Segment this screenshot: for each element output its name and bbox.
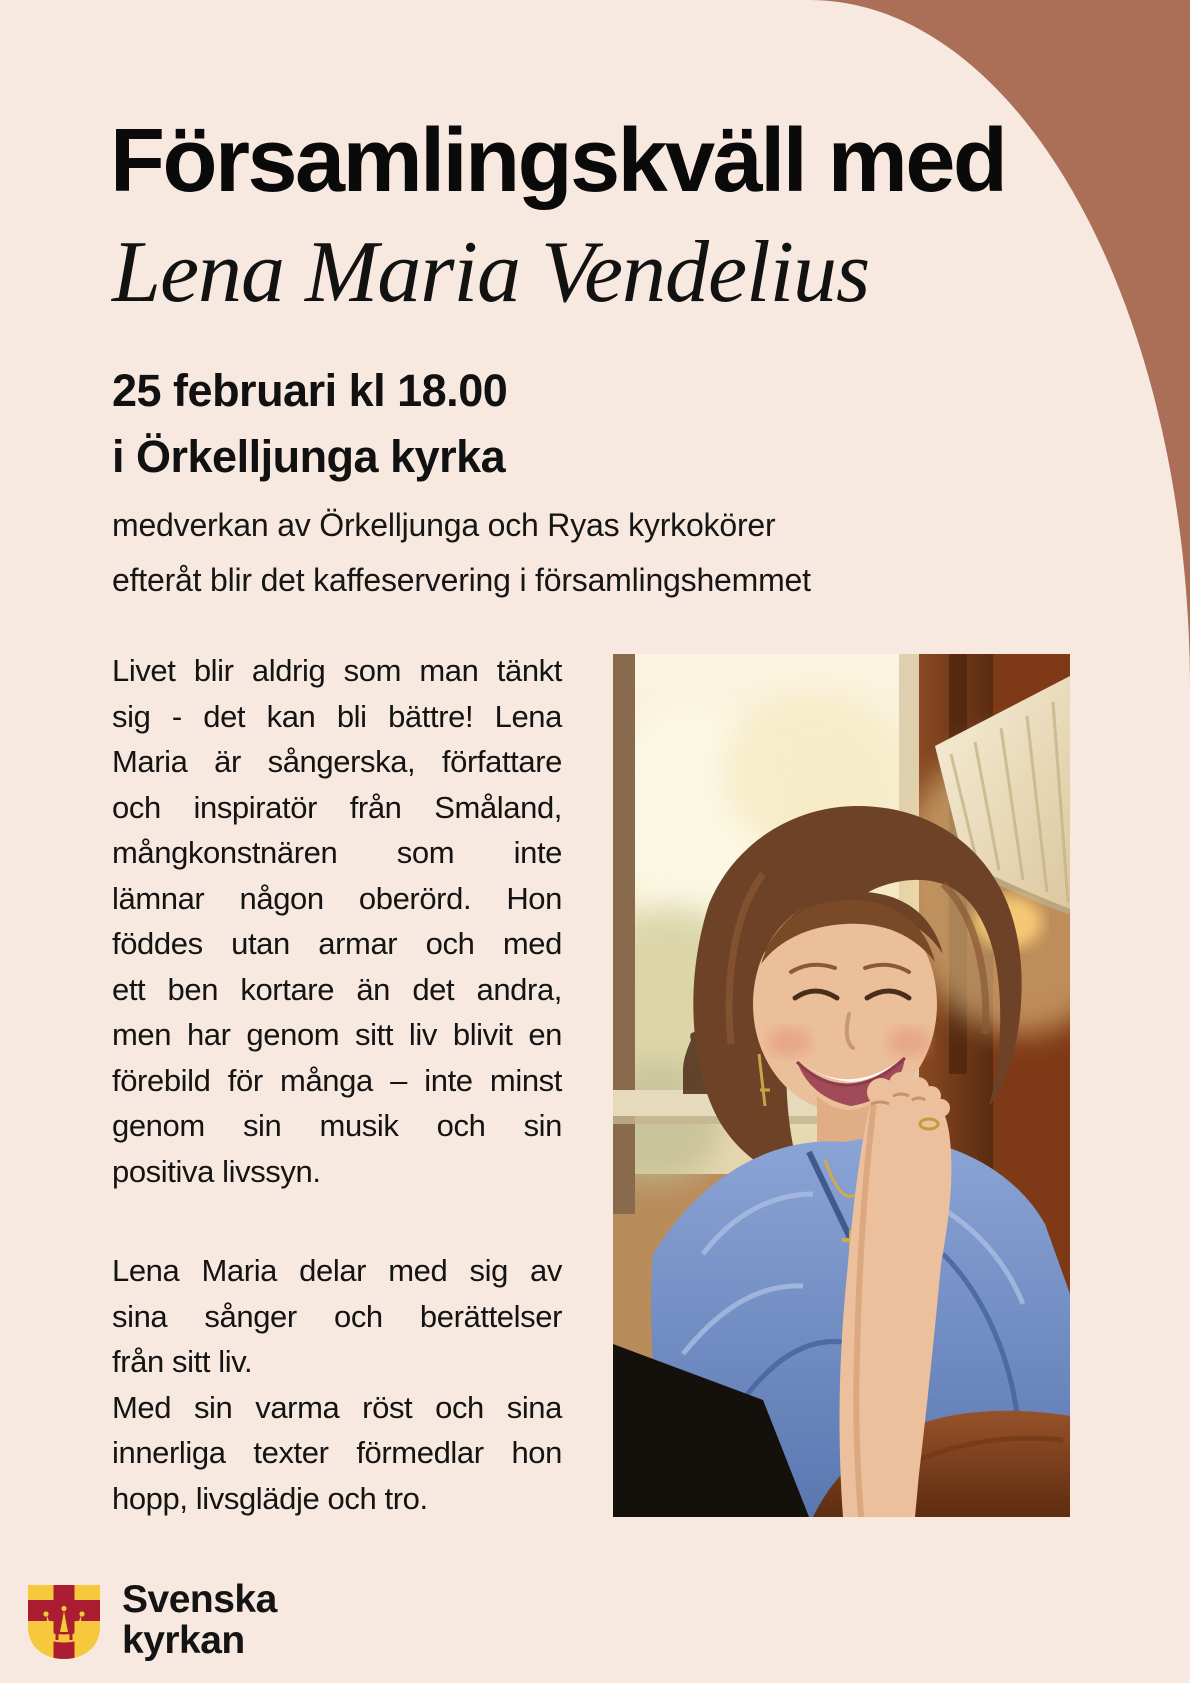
body-text-line: och inspiratör från Småland, xyxy=(112,789,562,825)
body-text-line: men har genom sitt liv blivit en xyxy=(112,1017,562,1052)
body-text-line: Maria är sångerska, författare xyxy=(112,744,562,779)
body-text-line: genom sin musik och sin xyxy=(112,1108,562,1143)
body-text-line: Lena Maria delar med sig av xyxy=(112,1253,562,1288)
event-info-line2: efteråt blir det kaffeservering i församlingshemmet xyxy=(112,562,811,598)
body-text-line: från sitt liv. xyxy=(112,1344,253,1379)
body-text-line: mångkonstnären som inte xyxy=(112,835,562,870)
body-text-line: Livet blir aldrig som man tänkt xyxy=(112,653,562,688)
body-text-line: Med sin varma röst och sina xyxy=(112,1389,562,1425)
body-text xyxy=(112,648,562,1521)
logo-text-line2: kyrkan xyxy=(122,1619,245,1662)
event-photo xyxy=(613,654,1070,1517)
svenska-kyrkan-wordmark xyxy=(122,1579,277,1661)
event-location: i Örkelljunga kyrka xyxy=(112,431,506,482)
logo-text-line1: Svenska xyxy=(122,1578,277,1621)
body-text-line: förebild för många – inte minst xyxy=(112,1062,562,1098)
event-info-line1: medverkan av Örkelljunga och Ryas kyrkokörer xyxy=(112,507,776,543)
paragraph-gap xyxy=(112,1194,562,1248)
corner-curve xyxy=(810,0,1190,690)
body-text-line: innerliga texter förmedlar hon xyxy=(112,1435,562,1470)
body-text-line: hopp, livsglädje och tro. xyxy=(112,1480,428,1516)
event-date-place xyxy=(112,358,507,490)
body-text-line: ett ben kortare än det andra, xyxy=(112,971,562,1007)
body-text-line: sig - det kan bli bättre! Lena xyxy=(112,698,562,734)
photo-lena-maria-illustration xyxy=(613,654,1070,1517)
corner-decoration xyxy=(810,0,1190,690)
body-text-line: föddes utan armar och med xyxy=(112,926,562,961)
page-title: Församlingskväll med xyxy=(110,111,1006,211)
event-info xyxy=(112,498,811,608)
body-text-line: positiva livssyn. xyxy=(112,1153,321,1189)
body-text-line: sina sånger och berättelser xyxy=(112,1298,562,1334)
body-text-line: lämnar någon oberörd. Hon xyxy=(112,880,562,916)
page-subtitle: Lena Maria Vendelius xyxy=(112,224,870,321)
svenska-kyrkan-logo xyxy=(28,1578,388,1667)
svenska-kyrkan-shield-icon xyxy=(28,1585,100,1659)
event-date: 25 februari kl 18.00 xyxy=(112,365,508,416)
